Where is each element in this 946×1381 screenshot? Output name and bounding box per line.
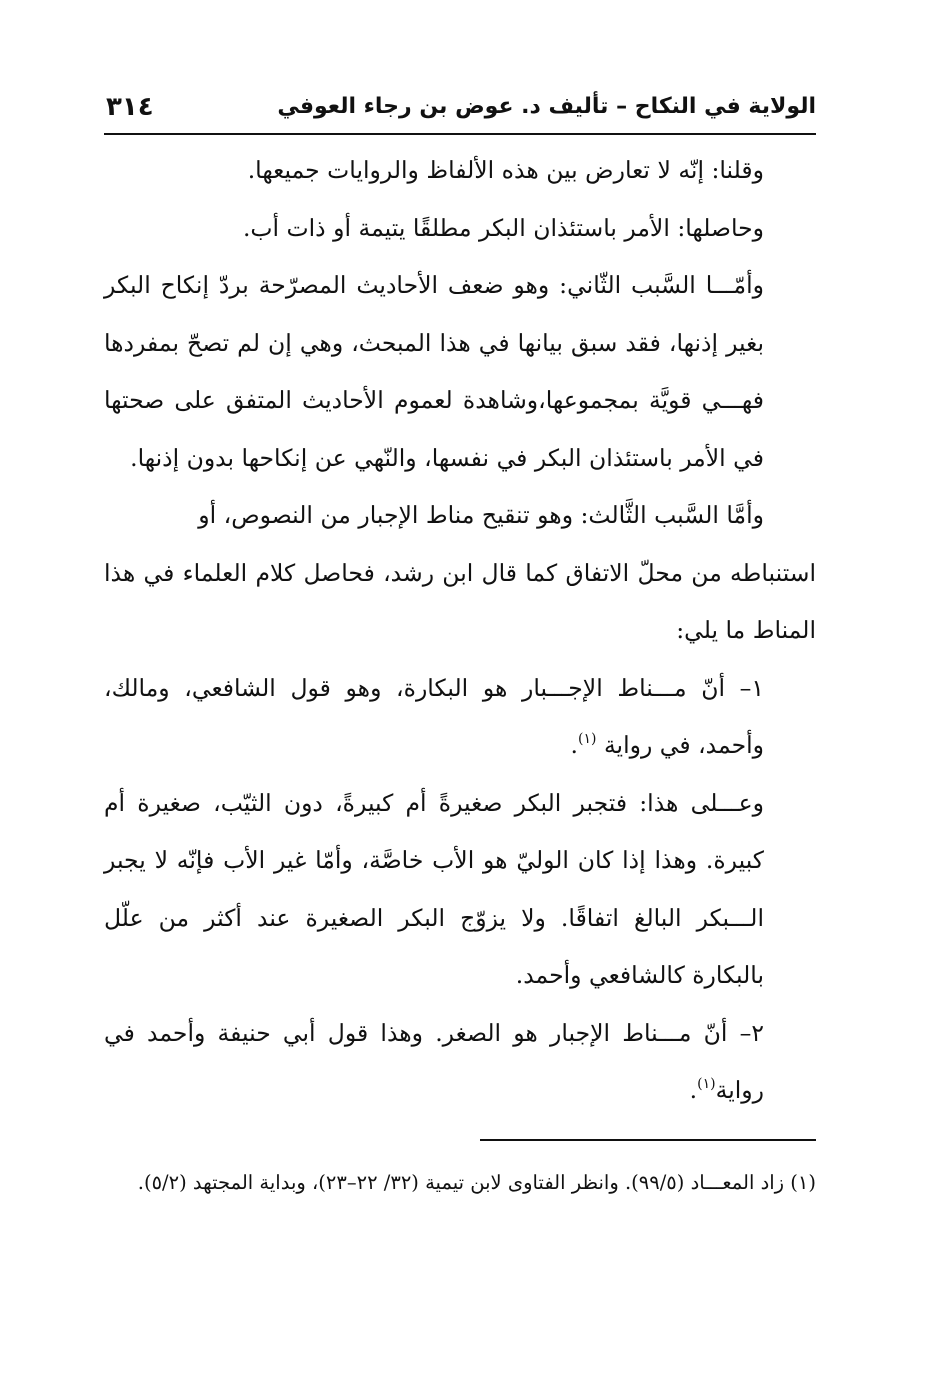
paragraph-6: وعـــلى هذا: فتجبر البكر صغيرةً أم كبيرةً، دون الثيّب، صغيرة أم كبيرة. وهذا إذا كان الوليّ هو الأب خاصَّة، وأمّا غير الأب فإنّه لا يجبر الـــبكر البالغ اتفاقًا. ولا يزوّج البكر الصغيرة عند أكثر من علّل بالبكارة كالشافعي وأحمد. [104,788,764,989]
header-title: الولاية في النكاح – تأليف د. عوض بن رجاء العوفي [277,94,816,119]
paragraph-7-text: ٢– أنّ مـــناط الإجبار هو الصغر. وهذا قول أبي حنيفة وأحمد في رواية [104,1018,764,1104]
paragraph-4b: استنباطه من محلّ الاتفاق كما قال ابن رشد، فحاصل كلام العلماء في هذا المناط ما يلي: [104,558,816,644]
paragraph-2: وحاصلها: الأمر باستئذان البكر مطلقًا يتيمة أو ذات أب. [242,213,764,242]
footnote-1: (١) زاد المعـــاد (٩٩/٥). وانظر الفتاوى لابن تيمية (٣٢/ ٢٢–٢٣)، وبداية المجتهد (٥/٢). [137,1171,816,1194]
paragraph-5-text: ١– أنّ مـــناط الإجـــبار هو البكارة، وهو قول الشافعي، ومالك، وأحمد، في رواية [104,673,764,759]
footnote-ref-1: (١) [578,731,597,747]
footnote-separator [480,1139,816,1141]
paragraph-4a: وأمَّا السَّبب الثَّالث: وهو تنقيح مناط الإجبار من النصوص، أو [198,501,764,529]
paragraph-7-end: . [689,1076,698,1104]
page-number: ٣١٤ [106,92,154,122]
paragraph-5 [104,660,816,775]
main-text [104,142,816,1120]
paragraph-5-end: . [570,731,578,759]
footnotes [104,1160,816,1206]
header-rule [104,133,816,135]
paragraph-3: وأمّـــا السَّبب الثّاني: وهو ضعف الأحاديث المصرّحة بردّ إنكاح البكر بغير إذنها، فقد سبق بيانها في هذا المبحث، وهي إن لم تصحّ بمفردها فهـــي قويَّة بمجموعها،وشاهدة لعموم الأحاديث المتفق على صحتها في الأمر باستئذان البكر في نفسها، والنّهي عن إنكاحها بدون إذنها. [104,271,764,472]
running-header [104,92,816,132]
paragraph-1: وقلنا: إنّه لا تعارض بين هذه الألفاظ والروايات جميعها. [247,156,764,184]
paragraph-7 [104,1005,816,1120]
footnote-ref-2: (١) [697,1076,716,1092]
